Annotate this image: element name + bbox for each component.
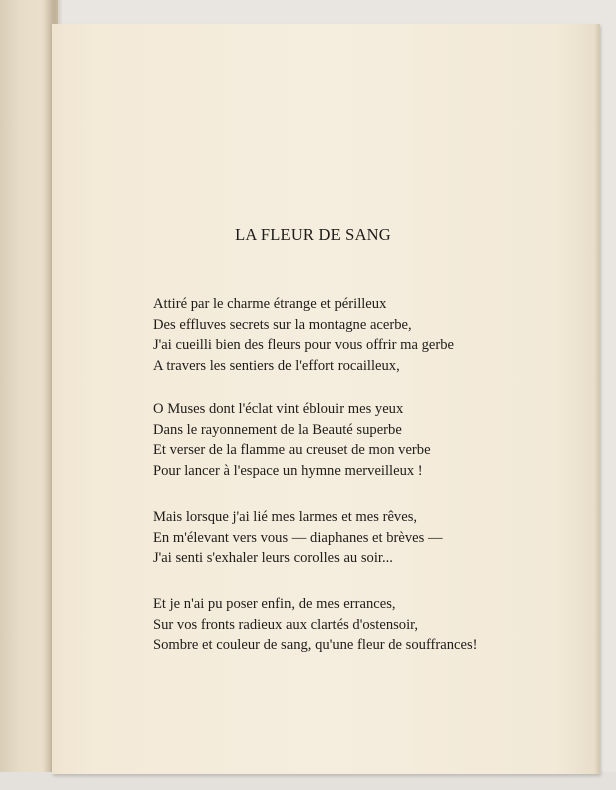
verse-line: Mais lorsque j'ai lié mes larmes et mes rêves, xyxy=(153,509,418,525)
poem-title: LA FLEUR DE SANG xyxy=(235,225,391,244)
page-edge-shade xyxy=(594,24,600,774)
verse-line: A travers les sentiers de l'effort rocailleux, xyxy=(153,357,400,374)
verse-line: Attiré par le charme étrange et périlleux xyxy=(153,296,387,312)
verse-line: En m'élevant vers vous — diaphanes et brèves — xyxy=(153,529,443,546)
stanza-2 xyxy=(153,399,431,481)
stanza-3 xyxy=(153,507,443,569)
table-surface xyxy=(0,772,616,790)
book-page xyxy=(52,24,600,774)
stanza-1 xyxy=(153,294,454,376)
verse-line: Et je n'ai pu poser enfin, de mes errances, xyxy=(153,596,396,612)
verse-line: O Muses dont l'éclat vint éblouir mes yeux xyxy=(153,401,404,417)
verse-line: Dans le rayonnement de la Beauté superbe xyxy=(153,421,402,438)
stanza-4 xyxy=(153,594,478,656)
verse-line: Pour lancer à l'espace un hymne merveilleux ! xyxy=(153,462,423,479)
verse-line: Sur vos fronts radieux aux clartés d'ostensoir, xyxy=(153,616,419,633)
verse-line: Sombre et couleur de sang, qu'une fleur de souffrances! xyxy=(153,637,478,653)
verse-line: Et verser de la flamme au creuset de mon verbe xyxy=(153,442,431,458)
verse-line: Des effluves secrets sur la montagne acerbe, xyxy=(153,316,412,333)
verse-line: J'ai cueilli bien des fleurs pour vous offrir ma gerbe xyxy=(153,337,455,353)
verse-line: J'ai senti s'exhaler leurs corolles au soir... xyxy=(153,550,393,566)
